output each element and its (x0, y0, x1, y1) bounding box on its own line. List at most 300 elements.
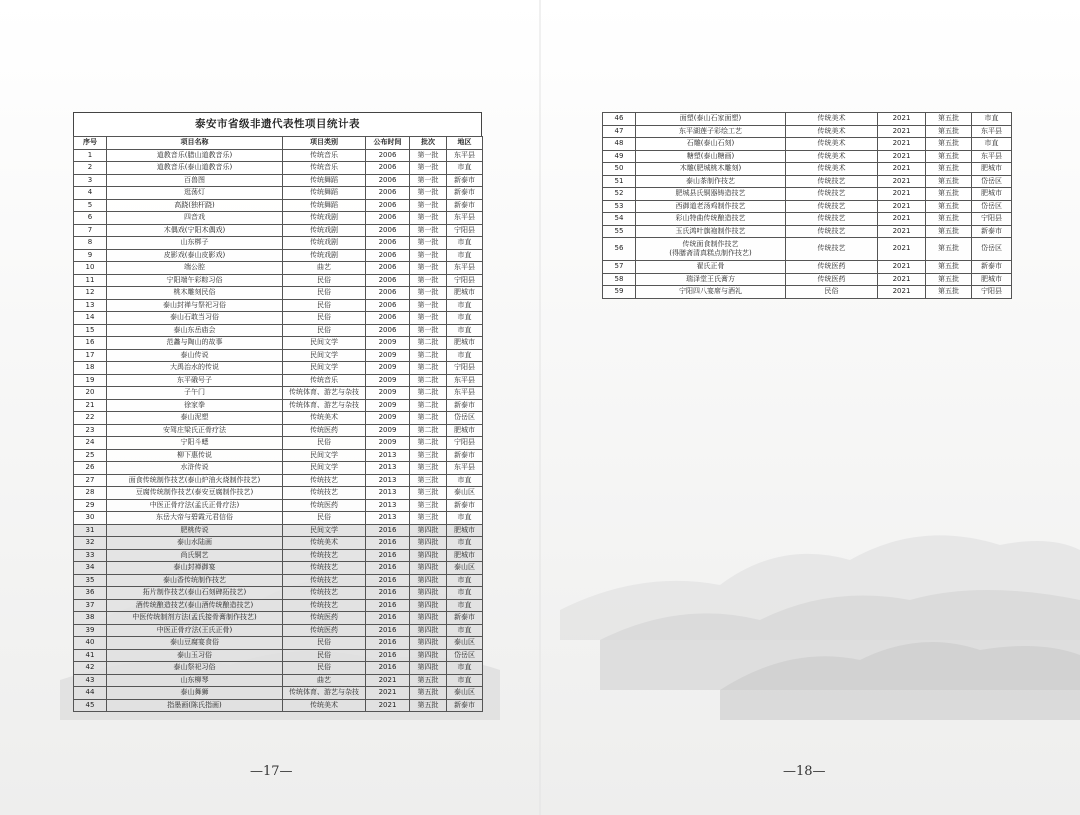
cell-date: 2016 (366, 612, 410, 625)
cell-date: 2016 (366, 624, 410, 637)
table-row (74, 487, 483, 500)
cell-batch: 第一批 (410, 274, 447, 287)
cell-date: 2009 (366, 349, 410, 362)
table-row (74, 687, 483, 700)
cell-index: 24 (74, 437, 107, 450)
cell-region: 宁阳县 (447, 224, 483, 237)
cell-batch: 第五批 (926, 238, 972, 261)
cell-name: 中医传统制剂方法(孟氏接骨膏制作技艺) (107, 612, 283, 625)
cell-region: 市直 (447, 312, 483, 325)
header-region: 地区 (447, 137, 483, 150)
cell-region: 宁阳县 (447, 437, 483, 450)
cell-index: 57 (603, 261, 636, 274)
cell-category: 传统音乐 (283, 374, 366, 387)
table-row (74, 149, 483, 162)
cell-region: 市直 (447, 237, 483, 250)
cell-batch: 第五批 (410, 699, 447, 712)
cell-region: 市直 (447, 324, 483, 337)
cell-region: 市直 (447, 587, 483, 600)
cell-category: 传统美术 (786, 163, 878, 176)
cell-category: 民俗 (283, 637, 366, 650)
table-row (74, 287, 483, 300)
cell-index: 27 (74, 474, 107, 487)
cell-date: 2013 (366, 512, 410, 525)
table-row (74, 424, 483, 437)
table-row (74, 474, 483, 487)
cell-index: 8 (74, 237, 107, 250)
cell-category: 传统音乐 (283, 149, 366, 162)
cell-category: 传统技艺 (283, 599, 366, 612)
table-row (603, 163, 1012, 176)
table-row (74, 387, 483, 400)
table-row (603, 125, 1012, 138)
cell-date: 2021 (878, 113, 926, 126)
table-row (603, 175, 1012, 188)
cell-date: 2021 (878, 261, 926, 274)
cell-category: 民间文学 (283, 349, 366, 362)
cell-batch: 第二批 (410, 362, 447, 375)
cell-name: 泰山茶制作技艺 (636, 175, 786, 188)
cell-date: 2009 (366, 362, 410, 375)
cell-category: 民俗 (283, 287, 366, 300)
cell-name: 桃木雕刻民俗 (107, 287, 283, 300)
cell-category: 传统美术 (786, 113, 878, 126)
cell-name: 翟氏正骨 (636, 261, 786, 274)
cell-index: 58 (603, 273, 636, 286)
cell-name: 高跷(独杆跷) (107, 199, 283, 212)
cell-region: 东平县 (447, 387, 483, 400)
cell-index: 34 (74, 562, 107, 575)
cell-date: 2016 (366, 649, 410, 662)
table-row (74, 237, 483, 250)
cell-category: 传统戏剧 (283, 237, 366, 250)
cell-name: 水浒传说 (107, 462, 283, 475)
cell-region: 宁阳县 (447, 362, 483, 375)
cell-region: 东平县 (972, 150, 1012, 163)
cell-name: 泰山封禅与祭祀习俗 (107, 299, 283, 312)
cell-region: 市直 (972, 113, 1012, 126)
cell-index: 17 (74, 349, 107, 362)
cell-region: 新泰市 (447, 449, 483, 462)
cell-date: 2021 (878, 125, 926, 138)
cell-region: 东平县 (447, 149, 483, 162)
cell-name: 肥城县氏铜器铸造技艺 (636, 188, 786, 201)
cell-name: 范蠡与陶山的故事 (107, 337, 283, 350)
cell-index: 30 (74, 512, 107, 525)
table-row (603, 273, 1012, 286)
cell-batch: 第一批 (410, 237, 447, 250)
cell-batch: 第五批 (926, 188, 972, 201)
cell-index: 41 (74, 649, 107, 662)
cell-category: 传统技艺 (283, 562, 366, 575)
cell-batch: 第一批 (410, 262, 447, 275)
cell-batch: 第五批 (926, 113, 972, 126)
cell-name: 百兽图 (107, 174, 283, 187)
cell-date: 2013 (366, 499, 410, 512)
cell-index: 54 (603, 213, 636, 226)
cell-date: 2009 (366, 337, 410, 350)
table-row (603, 188, 1012, 201)
cell-index: 45 (74, 699, 107, 712)
cell-region: 新泰市 (447, 187, 483, 200)
cell-index: 2 (74, 162, 107, 175)
cell-index: 19 (74, 374, 107, 387)
cell-date: 2021 (366, 699, 410, 712)
cell-region: 市直 (447, 162, 483, 175)
cell-index: 13 (74, 299, 107, 312)
cell-category: 民俗 (283, 299, 366, 312)
cell-date: 2021 (878, 273, 926, 286)
cell-batch: 第五批 (926, 175, 972, 188)
table-row (74, 624, 483, 637)
cell-index: 3 (74, 174, 107, 187)
cell-category: 传统医药 (283, 499, 366, 512)
cell-batch: 第四批 (410, 537, 447, 550)
cell-category: 民间文学 (283, 524, 366, 537)
cell-name: 木雕(肥城桃木雕刻) (636, 163, 786, 176)
cell-name: 安驾庄梁氏正骨疗法 (107, 424, 283, 437)
cell-category: 民间文学 (283, 337, 366, 350)
cell-batch: 第四批 (410, 649, 447, 662)
cell-batch: 第一批 (410, 249, 447, 262)
cell-date: 2006 (366, 187, 410, 200)
cell-index: 28 (74, 487, 107, 500)
cell-index: 20 (74, 387, 107, 400)
cell-region: 肥城市 (447, 524, 483, 537)
cell-category: 民间文学 (283, 462, 366, 475)
cell-batch: 第三批 (410, 512, 447, 525)
table-row (74, 637, 483, 650)
cell-region: 新泰市 (972, 225, 1012, 238)
table-row (74, 512, 483, 525)
cell-region: 岱岳区 (447, 649, 483, 662)
cell-batch: 第四批 (410, 612, 447, 625)
table-row (603, 225, 1012, 238)
cell-date: 2009 (366, 412, 410, 425)
cell-index: 12 (74, 287, 107, 300)
cell-date: 2021 (878, 225, 926, 238)
cell-region: 东平县 (447, 374, 483, 387)
header-category: 项目类别 (283, 137, 366, 150)
cell-index: 25 (74, 449, 107, 462)
heritage-table-right (602, 112, 1012, 299)
cell-batch: 第二批 (410, 412, 447, 425)
cell-batch: 第三批 (410, 474, 447, 487)
cell-name: 柳下惠传说 (107, 449, 283, 462)
cell-category: 民俗 (283, 512, 366, 525)
left-table-panel (73, 112, 482, 712)
cell-region: 宁阳县 (972, 286, 1012, 299)
cell-date: 2009 (366, 424, 410, 437)
cell-index: 36 (74, 587, 107, 600)
cell-region: 市直 (447, 299, 483, 312)
cell-index: 39 (74, 624, 107, 637)
cell-category: 民俗 (283, 437, 366, 450)
cell-name: 道教音乐(泰山道教音乐) (107, 162, 283, 175)
table-row (603, 213, 1012, 226)
table-row (74, 349, 483, 362)
cell-batch: 第五批 (926, 261, 972, 274)
cell-name: 泰山舞狮 (107, 687, 283, 700)
cell-category: 民俗 (283, 312, 366, 325)
cell-name: 中医正骨疗法(孟氏正骨疗法) (107, 499, 283, 512)
cell-batch: 第四批 (410, 549, 447, 562)
cell-region: 市直 (447, 599, 483, 612)
cell-index: 29 (74, 499, 107, 512)
cell-date: 2006 (366, 249, 410, 262)
cell-name: 宁阳斗蟋 (107, 437, 283, 450)
cell-date: 2006 (366, 162, 410, 175)
cell-category: 传统技艺 (786, 238, 878, 261)
cell-date: 2016 (366, 562, 410, 575)
cell-name: 逛荡灯 (107, 187, 283, 200)
cell-category: 民俗 (786, 286, 878, 299)
cell-name: 豆腐传统制作技艺(泰安豆腐制作技艺) (107, 487, 283, 500)
table-row (74, 162, 483, 175)
cell-name: 糖塑(泰山糖画) (636, 150, 786, 163)
cell-name: 子午门 (107, 387, 283, 400)
cell-region: 市直 (972, 138, 1012, 151)
cell-index: 47 (603, 125, 636, 138)
cell-index: 55 (603, 225, 636, 238)
cell-date: 2016 (366, 574, 410, 587)
cell-region: 岱岳区 (972, 238, 1012, 261)
cell-category: 传统体育、游艺与杂技 (283, 387, 366, 400)
table-row (74, 199, 483, 212)
cell-batch: 第一批 (410, 299, 447, 312)
cell-date: 2021 (366, 674, 410, 687)
cell-batch: 第四批 (410, 637, 447, 650)
cell-category: 传统体育、游艺与杂技 (283, 687, 366, 700)
cell-index: 38 (74, 612, 107, 625)
cell-name: 山东柳琴 (107, 674, 283, 687)
cell-region: 肥城市 (447, 337, 483, 350)
table-row (74, 674, 483, 687)
cell-category: 传统医药 (786, 261, 878, 274)
cell-name: 泰山传说 (107, 349, 283, 362)
table-row (603, 261, 1012, 274)
table-row (74, 662, 483, 675)
cell-batch: 第四批 (410, 524, 447, 537)
cell-date: 2009 (366, 399, 410, 412)
cell-category: 传统美术 (786, 150, 878, 163)
cell-name: 山东梆子 (107, 237, 283, 250)
cell-category: 传统技艺 (786, 213, 878, 226)
cell-index: 37 (74, 599, 107, 612)
cell-name: 面塑(泰山石家面塑) (636, 113, 786, 126)
cell-batch: 第一批 (410, 312, 447, 325)
cell-region: 市直 (447, 512, 483, 525)
cell-index: 23 (74, 424, 107, 437)
table-row (74, 562, 483, 575)
table-row (74, 537, 483, 550)
cell-index: 21 (74, 399, 107, 412)
cell-index: 43 (74, 674, 107, 687)
cell-category: 民俗 (283, 274, 366, 287)
cell-category: 传统舞蹈 (283, 174, 366, 187)
cell-region: 泰山区 (447, 687, 483, 700)
cell-name: 中医正骨疗法(王氏正骨) (107, 624, 283, 637)
table-row (74, 412, 483, 425)
cell-name: 东平硪号子 (107, 374, 283, 387)
cell-region: 市直 (447, 474, 483, 487)
cell-date: 2006 (366, 262, 410, 275)
cell-index: 50 (603, 163, 636, 176)
cell-index: 51 (603, 175, 636, 188)
cell-date: 2006 (366, 274, 410, 287)
cell-category: 传统戏剧 (283, 212, 366, 225)
cell-batch: 第五批 (926, 163, 972, 176)
cell-batch: 第四批 (410, 562, 447, 575)
cell-region: 泰山区 (447, 487, 483, 500)
cell-batch: 第二批 (410, 374, 447, 387)
cell-date: 2006 (366, 299, 410, 312)
cell-date: 2016 (366, 637, 410, 650)
cell-region: 宁阳县 (972, 213, 1012, 226)
cell-date: 2021 (878, 286, 926, 299)
cell-region: 肥城市 (447, 424, 483, 437)
cell-batch: 第二批 (410, 424, 447, 437)
cell-name: 泰山水陆画 (107, 537, 283, 550)
cell-name: 木偶戏(宁阳木偶戏) (107, 224, 283, 237)
cell-category: 民俗 (283, 662, 366, 675)
cell-date: 2016 (366, 549, 410, 562)
cell-name: 拓片制作技艺(泰山石刻碑拓技艺) (107, 587, 283, 600)
cell-date: 2009 (366, 437, 410, 450)
cell-category: 传统技艺 (283, 487, 366, 500)
cell-category: 传统舞蹈 (283, 187, 366, 200)
cell-category: 传统体育、游艺与杂技 (283, 399, 366, 412)
table-row (74, 299, 483, 312)
cell-name: 彩山特曲传统酿造技艺 (636, 213, 786, 226)
cell-name: 大禹治水的传说 (107, 362, 283, 375)
cell-index: 22 (74, 412, 107, 425)
cell-batch: 第五批 (410, 687, 447, 700)
cell-name: 徐家拳 (107, 399, 283, 412)
cell-category: 民间文学 (283, 362, 366, 375)
cell-batch: 第三批 (410, 487, 447, 500)
cell-region: 岱岳区 (447, 412, 483, 425)
cell-category: 传统技艺 (786, 200, 878, 213)
table-row (603, 113, 1012, 126)
cell-category: 传统技艺 (786, 175, 878, 188)
cell-index: 32 (74, 537, 107, 550)
cell-region: 肥城市 (972, 273, 1012, 286)
cell-name: 皮影戏(泰山皮影戏) (107, 249, 283, 262)
cell-index: 35 (74, 574, 107, 587)
cell-name: 泰山祭祀习俗 (107, 662, 283, 675)
cell-index: 53 (603, 200, 636, 213)
cell-batch: 第二批 (410, 337, 447, 350)
table-row (603, 238, 1012, 261)
cell-batch: 第一批 (410, 187, 447, 200)
cell-date: 2006 (366, 212, 410, 225)
cell-batch: 第一批 (410, 224, 447, 237)
cell-category: 传统医药 (283, 624, 366, 637)
cell-category: 传统美术 (283, 537, 366, 550)
cell-index: 4 (74, 187, 107, 200)
cell-index: 59 (603, 286, 636, 299)
cell-category: 传统技艺 (283, 474, 366, 487)
table-row (74, 399, 483, 412)
cell-batch: 第一批 (410, 212, 447, 225)
cell-region: 岱岳区 (972, 200, 1012, 213)
cell-index: 33 (74, 549, 107, 562)
cell-batch: 第二批 (410, 437, 447, 450)
table-title: 泰安市省级非遗代表性项目统计表 (73, 112, 482, 136)
cell-name: 尚氏铜艺 (107, 549, 283, 562)
cell-category: 传统美术 (283, 412, 366, 425)
table-row (74, 449, 483, 462)
cell-name: 肥桃传说 (107, 524, 283, 537)
cell-batch: 第一批 (410, 199, 447, 212)
cell-batch: 第五批 (410, 674, 447, 687)
table-row (74, 524, 483, 537)
cell-name: 泰山玉习俗 (107, 649, 283, 662)
right-table-panel (602, 112, 1011, 299)
table-row (74, 362, 483, 375)
cell-index: 14 (74, 312, 107, 325)
cell-date: 2006 (366, 224, 410, 237)
cell-category: 传统医药 (786, 273, 878, 286)
cell-name: 指墨画(陈氏指画) (107, 699, 283, 712)
table-row (74, 437, 483, 450)
cell-region: 肥城市 (447, 287, 483, 300)
table-row (74, 262, 483, 275)
cell-date: 2006 (366, 199, 410, 212)
table-row (74, 274, 483, 287)
cell-date: 2021 (366, 687, 410, 700)
cell-region: 新泰市 (972, 261, 1012, 274)
cell-region: 市直 (447, 349, 483, 362)
cell-name: 宁阳端午彩粽习俗 (107, 274, 283, 287)
cell-index: 44 (74, 687, 107, 700)
cell-region: 市直 (447, 537, 483, 550)
cell-batch: 第一批 (410, 324, 447, 337)
table-row (74, 224, 483, 237)
cell-index: 7 (74, 224, 107, 237)
table-row (74, 324, 483, 337)
cell-category: 传统医药 (283, 612, 366, 625)
cell-index: 11 (74, 274, 107, 287)
cell-date: 2013 (366, 462, 410, 475)
cell-date: 2016 (366, 524, 410, 537)
cell-region: 肥城市 (972, 163, 1012, 176)
cell-batch: 第一批 (410, 149, 447, 162)
cell-region: 泰山区 (447, 562, 483, 575)
cell-date: 2013 (366, 449, 410, 462)
cell-batch: 第五批 (926, 150, 972, 163)
cell-batch: 第一批 (410, 287, 447, 300)
cell-index: 9 (74, 249, 107, 262)
cell-batch: 第二批 (410, 399, 447, 412)
cell-batch: 第四批 (410, 624, 447, 637)
cell-name: 宁阳四八宴席与酒礼 (636, 286, 786, 299)
cell-category: 传统音乐 (283, 162, 366, 175)
heritage-table-left (73, 136, 483, 712)
cell-category: 传统技艺 (283, 587, 366, 600)
cell-date: 2021 (878, 163, 926, 176)
cell-name: 端公腔 (107, 262, 283, 275)
cell-batch: 第二批 (410, 349, 447, 362)
table-row (74, 462, 483, 475)
cell-name: 泰山豆腐宴食俗 (107, 637, 283, 650)
cell-batch: 第五批 (926, 286, 972, 299)
table-row (74, 312, 483, 325)
cell-category: 传统技艺 (283, 574, 366, 587)
cell-batch: 第五批 (926, 273, 972, 286)
table-row (74, 337, 483, 350)
